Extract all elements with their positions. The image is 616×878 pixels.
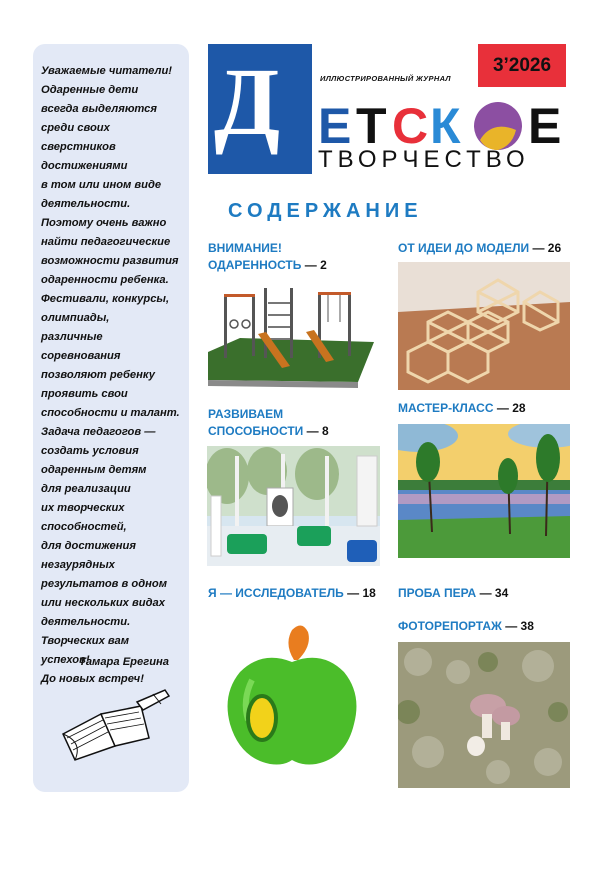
editorial-line: соревнования [41,350,121,362]
editorial-line: возможности развития [41,255,179,267]
editorial-sidebar [33,44,189,792]
editorial-line: способности и талант. [41,407,180,419]
logo-letter: Д [214,48,281,155]
page-number: — 38 [505,619,534,633]
contents-heading: СОДЕРЖАНИЕ [228,200,423,222]
page-number: — 8 [306,424,329,438]
editorial-line: До новых встреч! [41,673,144,685]
section-title-line: ОТ ИДЕИ ДО МОДЕЛИ [398,241,530,255]
editorial-line: результатов в одном [41,578,168,590]
title-line2: ТВОРЧЕСТВО [318,146,530,173]
editor-signature: Тамара Ерегина [79,656,170,668]
editorial-line: проявить свои [41,388,128,400]
editorial-line: или нескольких видах [41,597,165,609]
title-letter: К [430,98,461,154]
editorial-line: деятельности. [41,616,131,628]
logo-block [208,44,312,174]
editorial-line: незаурядных [41,559,115,571]
editorial-text [41,62,189,689]
section-4-title[interactable] [398,400,526,417]
editorial-line: Уважаемые читатели! [41,65,173,77]
editorial-line: достижениями [41,160,128,172]
section-title-line: Я — ИССЛЕДОВАТЕЛЬ [208,586,344,600]
section-title-line: ФОТОРЕПОРТАЖ [398,619,502,633]
section-title-line: ПРОБА ПЕРА [398,586,477,600]
editorial-line: создать условия [41,445,139,457]
editorial-line: деятельности. [41,198,131,210]
section-1-title[interactable] [208,240,327,274]
page-number: — 28 [496,401,526,415]
editorial-line: Фестивали, конкурсы, [41,293,170,305]
editorial-line: Одаренные дети [41,84,139,96]
editorial-line: Поэтому очень важно [41,217,167,229]
section-3-title[interactable] [208,406,329,440]
geometric-models-image [398,262,570,390]
open-book-illustration [53,684,173,764]
section-5-title[interactable] [208,585,376,602]
editorial-line: среди своих [41,122,110,134]
editorial-line: позволяют ребенку [41,369,155,381]
page-number: — 18 [347,586,376,600]
editorial-line: найти педагогические [41,236,171,248]
landscape-painting-image [398,424,570,558]
classroom-image [207,446,380,566]
section-title-line: СПОСОБНОСТИ [208,424,304,438]
page-number: — 2 [304,258,327,272]
editorial-line: Творческих вам [41,635,130,647]
mushroom-photo [398,642,570,788]
playground-image [208,282,374,388]
editorial-line: различные [41,331,103,343]
section-7-title[interactable] [398,618,534,635]
title-letter: Е [528,98,562,154]
section-title-line: ОДАРЕННОСТЬ [208,258,302,272]
editorial-line: одаренным детям [41,464,147,476]
editorial-line: для реализации [41,483,131,495]
editorial-line: успехов! [41,654,90,666]
title-letter: Е [318,98,352,154]
issue-badge: 3’2026 [478,44,566,87]
editorial-line: в том или ином виде [41,179,162,191]
editorial-line: для достижения [41,540,136,552]
section-title-line: МАСТЕР-КЛАСС [398,401,494,415]
editorial-line: одаренности ребенка. [41,274,169,286]
section-6-title[interactable] [398,585,508,602]
section-2-title[interactable] [398,240,561,257]
editorial-line: способностей, [41,521,127,533]
title-letter: Т [356,98,387,154]
green-apple-illustration [222,620,362,770]
editorial-line: олимпиады, [41,312,110,324]
page-number: — 34 [479,586,509,600]
section-title-line: ВНИМАНИЕ! [208,241,282,255]
page-number: — 26 [532,241,562,255]
title-letter: С [392,98,429,154]
editorial-line: Задача педагогов — [41,426,156,438]
editorial-line: их творческих [41,502,125,514]
section-title-line: РАЗВИВАЕМ [208,407,284,421]
journal-subtitle: ИЛЛЮСТРИРОВАННЫЙ ЖУРНАЛ [320,74,451,83]
editorial-line: сверстников [41,141,116,153]
editorial-line: всегда выделяются [41,103,157,115]
